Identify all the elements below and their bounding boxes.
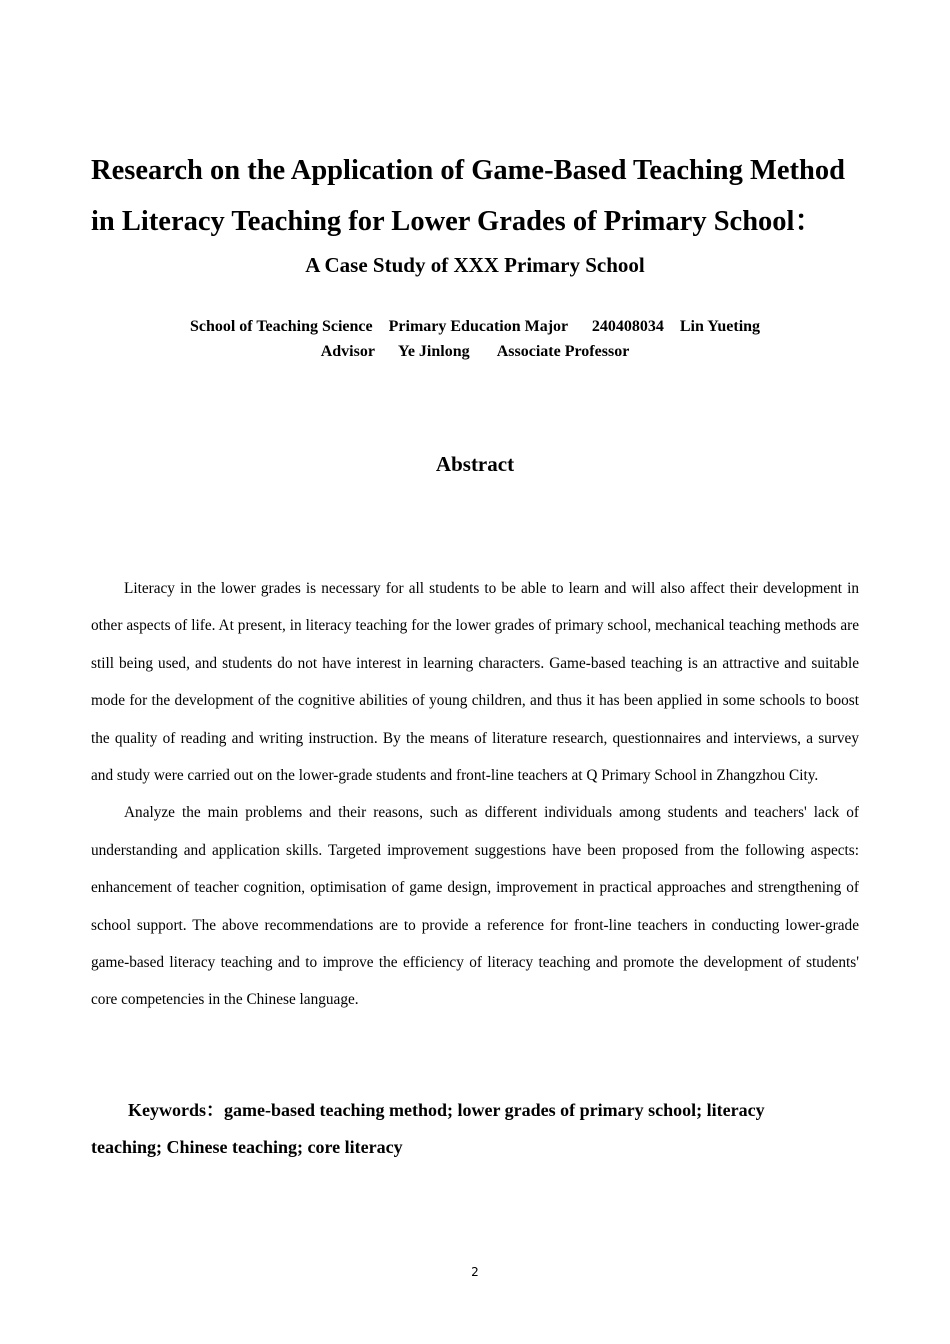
author-info-line: School of Teaching Science Primary Education Major 240408034 Lin Yueting bbox=[189, 318, 761, 335]
title-line-2: in Literacy Teaching for Lower Grades of Primary School： bbox=[91, 206, 823, 237]
abstract-heading: Abstract bbox=[435, 452, 515, 476]
abstract-paragraph-1: Literacy in the lower grades is necessary for all students to be able to learn and will also affect their development in other aspects of life. At present, in literacy teaching for the lower grades of primary school, mechanical teaching methods are still being used, and students do not have interest in learning characters. Game-based teaching is an attractive and suitable mode for the development of the cognitive abilities of young children, and thus it has been applied in some schools to boost the quality of reading and writing instruction. By the means of literature research, questionnaires and interviews, a survey and study were carried out on the lower-grade students and front-line teachers at Q Primary School in Zhangzhou City. bbox=[91, 580, 859, 785]
keywords-text: game-based teaching method; lower grades of primary school; literacy teaching; Chinese teaching; core literacy bbox=[91, 1100, 765, 1157]
abstract-paragraph-2: Analyze the main problems and their reasons, such as different individuals among students and teachers' lack of understanding and application skills. Targeted improvement suggestions have been proposed from the following aspects: enhancement of teacher cognition, optimisation of game design, improvement in practical approaches and strengthening of school support. The above recommendations are to provide a reference for front-line teachers in conducting lower-grade game-based literacy teaching and to improve the efficiency of literacy teaching and promote the development of students' core competencies in the Chinese language. bbox=[91, 804, 859, 1009]
keywords bbox=[91, 1092, 811, 1166]
abstract-body bbox=[91, 570, 859, 1019]
subtitle: A Case Study of XXX Primary School bbox=[305, 253, 645, 277]
keywords-label: Keywords： bbox=[128, 1100, 224, 1120]
page-number: 2 bbox=[471, 1265, 479, 1279]
advisor-info-line: Advisor Ye Jinlong Associate Professor bbox=[320, 343, 630, 360]
title-line-1: Research on the Application of Game-Based Teaching Method bbox=[91, 155, 845, 186]
page-title bbox=[91, 145, 863, 247]
